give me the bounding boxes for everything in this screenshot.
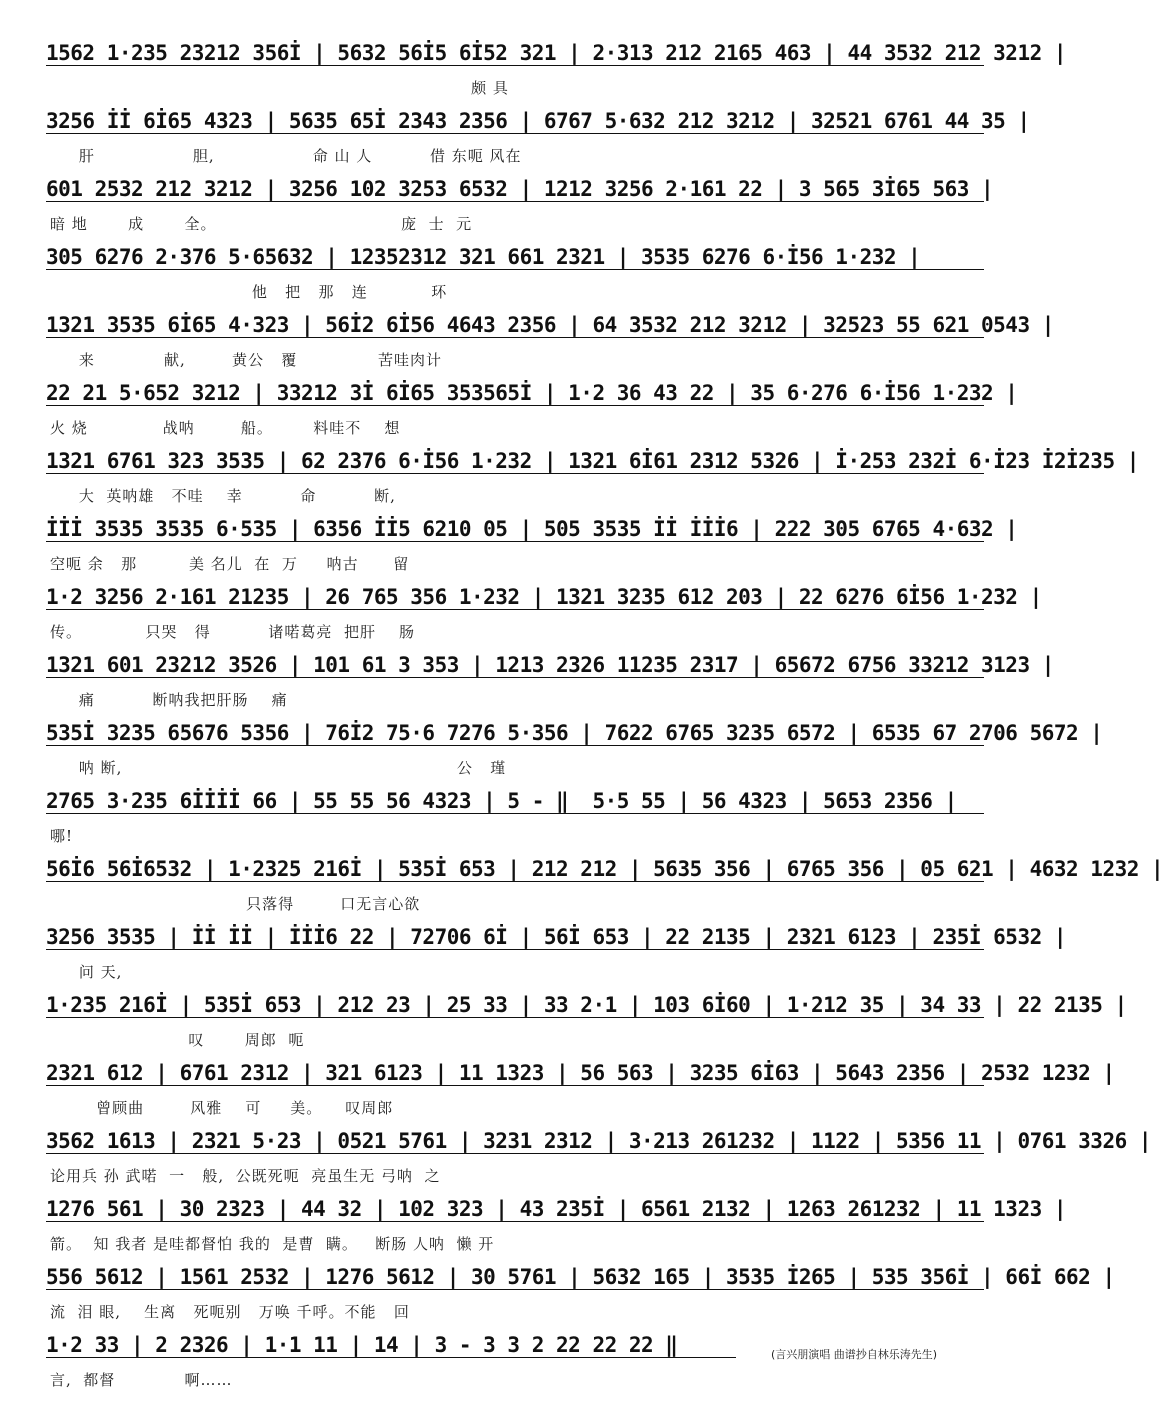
score-system	[46, 852, 1163, 920]
notation-line: 1·2 3256 2·161 21235 | 26 765 356 1·232 | 1321 3235 612 203 | 22 6276 6İ56 1·232 |	[46, 580, 984, 614]
lyrics-line: 肝 胆, 命 山 人 借 东呃 风在	[50, 147, 522, 165]
lyrics-line: 来 献, 黄公 覆 苦哇肉计	[50, 351, 443, 369]
score-system	[46, 512, 1018, 580]
score-system	[46, 36, 1067, 104]
lyrics-line: 空呃 余 那 美 名儿 在 万 呐古 留	[50, 555, 410, 573]
notation-line: 556 5612 | 1561 2532 | 1276 5612 | 30 5761 | 5632 165 | 3535 İ265 | 535 356İ | 66İ 662 |	[46, 1260, 984, 1294]
score-system	[46, 172, 994, 240]
lyrics-line: 叹 周郎 呃	[50, 1031, 305, 1049]
lyrics-line: 箭。 知 我者 是哇都督怕 我的 是曹 瞒。 断肠 人呐 懒 开	[50, 1235, 495, 1253]
score-system	[46, 240, 984, 308]
score-system	[46, 104, 1030, 172]
notation-line: 22 21 5·652 3212 | 33212 3İ 6İ65 353565İ | 1·2 36 43 22 | 35 6·276 6·İ56 1·232 |	[46, 376, 984, 410]
notation-line: İİİ 3535 3535 6·535 | 6356 İİ5 6210 05 | 505 3535 İİ İİİ6 | 222 305 6765 4·632 |	[46, 512, 984, 546]
score-system	[46, 716, 1103, 784]
notation-line: 305 6276 2·376 5·65632 | 12352312 321 661 2321 | 3535 6276 6·İ56 1·232 |	[46, 240, 984, 274]
lyrics-line: 他 把 那 连 环	[50, 283, 448, 301]
notation-line: 2321 612 | 6761 2312 | 321 6123 | 11 1323 | 56 563 | 3235 6İ63 | 5643 2356 | 2532 1232 |	[46, 1056, 984, 1090]
notation-line: 3256 İİ 6İ65 4323 | 5635 65İ 2343 2356 | 6767 5·632 212 3212 | 32521 6761 44 35 |	[46, 104, 984, 138]
notation-line: 3562 1613 | 2321 5·23 | 0521 5761 | 3231 2312 | 3·213 261232 | 1122 | 5356 11 | 0761 3326 |	[46, 1124, 984, 1158]
score-system	[46, 308, 1054, 376]
lyrics-line: 痛 断呐我把肝肠 痛	[50, 691, 288, 709]
score-system	[46, 580, 1042, 648]
notation-line: 56İ6 56İ6532 | 1·2325 216İ | 535İ 653 | 212 212 | 5635 356 | 6765 356 | 05 621 | 4632 1232 |	[46, 852, 984, 886]
lyrics-line: 言, 都督 啊……	[50, 1371, 233, 1389]
notation-line: 1321 601 23212 3526 | 101 61 3 353 | 1213 2326 11235 2317 | 65672 6756 33212 3123 |	[46, 648, 984, 682]
notation-line: 2765 3·235 6İİİİ 66 | 55 55 56 4323 | 5 - ‖ 5·5 55 | 56 4323 | 5653 2356 |	[46, 784, 984, 818]
lyrics-line: 只落得 口无言心欲	[50, 895, 421, 913]
lyrics-line: 呐 断, 公 瑾	[50, 759, 507, 777]
notation-line: 535İ 3235 65676 5356 | 76İ2 75·6 7276 5·356 | 7622 6765 3235 6572 | 6535 67 2706 5672 |	[46, 716, 984, 750]
score-system	[46, 920, 1067, 988]
score-system	[46, 988, 1127, 1056]
lyrics-line: 曾顾曲 风雅 可 美。 叹周郎	[50, 1099, 394, 1117]
score-system	[46, 1056, 1115, 1124]
lyrics-line: 论用兵 孙 武喏 一 般, 公既死呃 亮虽生无 弓呐 之	[50, 1167, 441, 1185]
notation-line: 1321 6761 323 3535 | 62 2376 6·İ56 1·232 | 1321 6İ61 2312 5326 | İ·253 232İ 6·İ23 İ2İ235 |	[46, 444, 984, 478]
notation-line: 1321 3535 6İ65 4·323 | 56İ2 6İ56 4643 2356 | 64 3532 212 3212 | 32523 55 621 0543 |	[46, 308, 984, 342]
score-system	[46, 376, 1018, 444]
score-system	[46, 784, 984, 852]
lyrics-line: 大 英呐雄 不哇 幸 命 断,	[50, 487, 396, 505]
lyrics-line: 传。 只哭 得 诸喏葛亮 把肝 肠	[50, 623, 416, 641]
notation-line: 1562 1·235 23212 356İ | 5632 56İ5 6İ52 321 | 2·313 212 2165 463 | 44 3532 212 3212 |	[46, 36, 984, 70]
performer-credit: (言兴朋演唱 曲谱抄自林乐涛先生)	[770, 1348, 938, 1361]
score-system	[46, 1124, 1152, 1192]
notation-line: 1·2 33 | 2 2326 | 1·1 11 | 14 | 3 - 3 3 2 22 22 22 ‖	[46, 1328, 736, 1362]
notation-line: 1276 561 | 30 2323 | 44 32 | 102 323 | 43 235İ | 6561 2132 | 1263 261232 | 11 1323 |	[46, 1192, 984, 1226]
score-system	[46, 648, 1054, 716]
lyrics-line: 哪!	[50, 827, 74, 845]
score-system	[46, 1192, 1067, 1260]
lyrics-line: 暗 地 成 全。 庞 士 元	[50, 215, 473, 233]
lyrics-line: 颇 具	[50, 79, 509, 97]
notation-line: 1·235 216İ | 535İ 653 | 212 23 | 25 33 | 33 2·1 | 103 6İ60 | 1·212 35 | 34 33 | 22 2135 |	[46, 988, 984, 1022]
notation-line: 3256 3535 | İİ İİ | İİİ6 22 | 72706 6İ | 56İ 653 | 22 2135 | 2321 6123 | 235İ 6532 |	[46, 920, 984, 954]
lyrics-line: 流 泪 眼, 生离 死呃别 万唤 千呼。不能 回	[50, 1303, 410, 1321]
lyrics-line: 问 天,	[50, 963, 123, 981]
lyrics-line: 火 烧 战呐 船。 料哇不 想	[50, 419, 401, 437]
score-system	[46, 444, 1139, 512]
score-system	[46, 1260, 1115, 1328]
notation-line: 601 2532 212 3212 | 3256 102 3253 6532 | 1212 3256 2·161 22 | 3 565 3İ65 563 |	[46, 172, 984, 206]
